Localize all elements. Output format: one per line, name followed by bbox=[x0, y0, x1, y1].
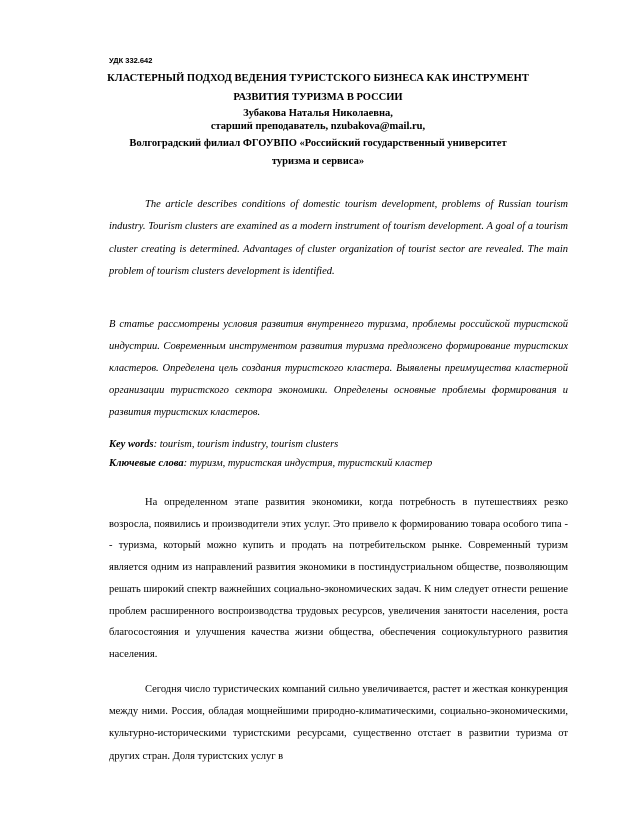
article-title bbox=[90, 69, 546, 107]
abstract-english: The article describes conditions of domestic tourism development, problems of Russian tourism industry. Tourism clusters are examined as a modern instrument of tourism development. A goal of a tourism cluster creating is determined. Advantages of cluster organization of tourist sector are revealed. The main problem of tourism clusters development is identified. bbox=[109, 199, 568, 277]
affiliation-line-2: туризма и сервиса» bbox=[271, 156, 365, 167]
keywords-block bbox=[109, 436, 568, 474]
udk-code: УДК 332.642 bbox=[109, 56, 153, 65]
author-affiliation bbox=[90, 135, 546, 171]
keywords-russian-label: Ключевые слова bbox=[109, 457, 184, 469]
title-line-2: РАЗВИТИЯ ТУРИЗМА В РОССИИ bbox=[233, 92, 403, 103]
body-paragraph-2: Сегодня число туристических компаний сильно увеличивается, растет и жесткая конкуренция между ними. Россия, обладая мощнейшими природно-климатическими, социально-экономическими, культурно-историческими туристскими ресурсами, существенно отстает в развитии туризма от других стран. Доля туристских услуг в bbox=[109, 684, 568, 762]
author-position: старший преподаватель, nzubakova@mail.ru, bbox=[210, 120, 426, 132]
affiliation-line-1: Волгоградский филиал ФГОУВПО «Российский государственный университет bbox=[129, 138, 507, 149]
keywords-russian-text: : туризм, туристская индустрия, туристский кластер bbox=[183, 457, 433, 469]
author-block bbox=[90, 108, 546, 133]
keywords-english-text: : tourism, tourism industry, tourism clusters bbox=[153, 439, 339, 450]
title-line-1: КЛАСТЕРНЫЙ ПОДХОД ВЕДЕНИЯ ТУРИСТСКОГО БИЗНЕСА КАК ИНСТРУМЕНТ bbox=[107, 73, 529, 84]
author-name: Зубакова Наталья Николаевна, bbox=[243, 108, 393, 119]
keywords-russian bbox=[109, 455, 568, 474]
body-paragraph-1: На определенном этапе развития экономики, когда потребность в путешествиях резко возросла, появились и производители этих услуг. Это привело к формированию товара особого типа -- туризма, который можно купить и продать на потребительском рынке. Современный туризм является одним из направлений развития экономики в постиндустриальном обществе, позволяющим решать широкий спектр важнейших социально-экономических задач. К ним следует отнести решение проблем расширенного воспроизводства трудовых ресурсов, увеличения занятости населения, роста благосостояния и улучшения качества жизни общества, обеспечения социокультурного развития населения. bbox=[109, 497, 568, 660]
abstract-russian: В статье рассмотрены условия развития внутреннего туризма, проблемы российской туристской индустрии. Современным инструментом развития туризма предложено формирование туристских кластеров. Определена цель создания туристского кластера. Выявлены преимущества кластерной организации туристского сектора экономики. Определены основные проблемы формирования и развития туристских кластеров. bbox=[109, 319, 568, 418]
keywords-english bbox=[109, 436, 568, 455]
keywords-english-label: Key words bbox=[109, 439, 154, 450]
